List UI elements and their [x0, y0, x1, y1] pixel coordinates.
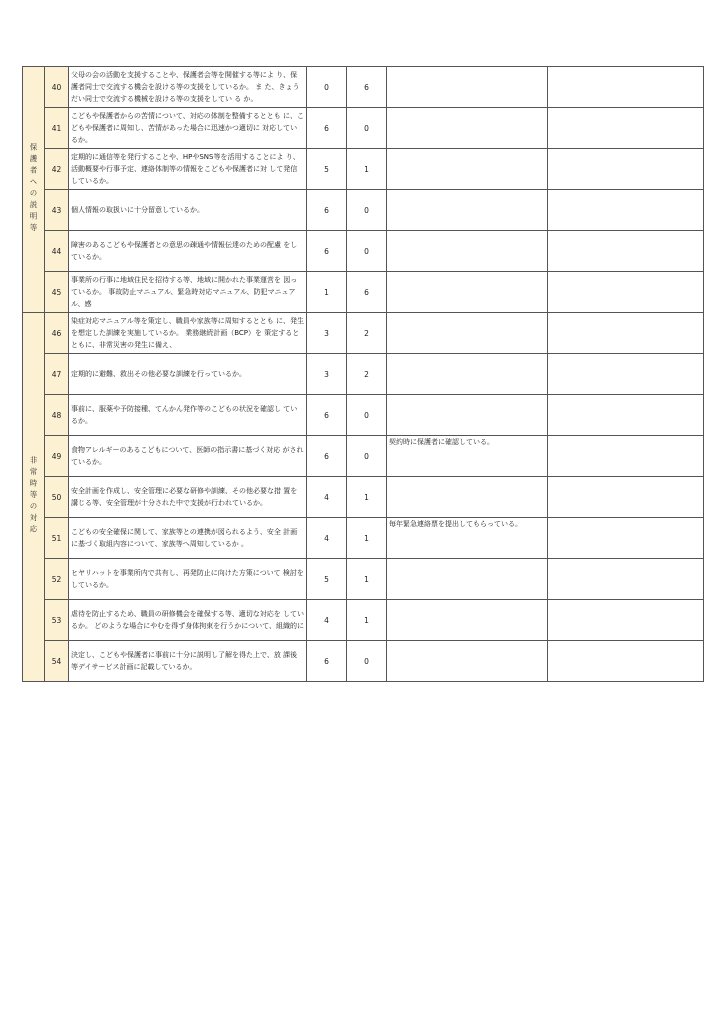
yes-count: 6 — [307, 231, 347, 272]
yes-count: 4 — [307, 600, 347, 641]
yes-count: 6 — [307, 436, 347, 477]
item-number: 51 — [45, 518, 69, 559]
item-number: 41 — [45, 108, 69, 149]
table-row — [23, 477, 704, 518]
item-question: 障害のあるこどもや保護者との意思の疎通や情報伝達のための配慮 をしているか。 — [69, 231, 307, 272]
table-row — [23, 641, 704, 682]
comment-cell — [387, 67, 548, 108]
item-question: こどもや保護者からの苦情について、対応の体制を整備するととも に、こどもや保護者に周知し、苦情があった場合に迅速かつ適切に 対応しているか。 — [69, 108, 307, 149]
item-number: 46 — [45, 313, 69, 354]
blank-cell — [548, 231, 704, 272]
item-number: 52 — [45, 559, 69, 600]
table-row — [23, 108, 704, 149]
no-count: 1 — [347, 149, 387, 190]
item-question: 父母の会の活動を支援することや、保護者会等を開催する等によ り、保護者同士で交流する機会を設ける等の支援をしているか。 ま た、きょうだい同士で交流する機械を設ける等の支援をしてい る か。 — [69, 67, 307, 108]
item-number: 42 — [45, 149, 69, 190]
yes-count: 6 — [307, 108, 347, 149]
table-row — [23, 518, 704, 559]
no-count: 1 — [347, 559, 387, 600]
item-number: 49 — [45, 436, 69, 477]
category-label: 非常時等の対応 — [29, 455, 38, 537]
item-question: 定期的に通信等を発行することや、HPやSNS等を活用することによ り、活動概要や行事予定、連絡体制等の情報をこどもや保護者に対 して発信しているか。 — [69, 149, 307, 190]
item-question: 個人情報の取扱いに十分留意しているか。 — [69, 190, 307, 231]
table-row — [23, 354, 704, 395]
blank-cell — [548, 190, 704, 231]
table-row — [23, 190, 704, 231]
no-count: 0 — [347, 641, 387, 682]
comment-cell — [387, 559, 548, 600]
item-number: 50 — [45, 477, 69, 518]
comment-cell — [387, 231, 548, 272]
blank-cell — [548, 149, 704, 190]
item-number: 47 — [45, 354, 69, 395]
yes-count: 5 — [307, 149, 347, 190]
comment-cell — [387, 477, 548, 518]
yes-count: 5 — [307, 559, 347, 600]
item-number: 44 — [45, 231, 69, 272]
yes-count: 4 — [307, 518, 347, 559]
comment-cell — [387, 108, 548, 149]
blank-cell — [548, 272, 704, 313]
no-count: 0 — [347, 231, 387, 272]
no-count: 2 — [347, 313, 387, 354]
blank-cell — [548, 67, 704, 108]
table-row — [23, 67, 704, 108]
item-number: 48 — [45, 395, 69, 436]
evaluation-table — [22, 66, 704, 682]
blank-cell — [548, 395, 704, 436]
blank-cell — [548, 477, 704, 518]
item-number: 54 — [45, 641, 69, 682]
no-count: 0 — [347, 436, 387, 477]
comment-cell: 毎年緊急連絡票を提出してもらっている。 — [387, 518, 548, 559]
comment-cell — [387, 313, 548, 354]
table-row — [23, 436, 704, 477]
yes-count: 6 — [307, 190, 347, 231]
comment-cell — [387, 395, 548, 436]
table-row — [23, 395, 704, 436]
blank-cell — [548, 108, 704, 149]
no-count: 0 — [347, 395, 387, 436]
comment-cell — [387, 600, 548, 641]
item-number: 40 — [45, 67, 69, 108]
item-number: 53 — [45, 600, 69, 641]
no-count: 1 — [347, 477, 387, 518]
blank-cell — [548, 436, 704, 477]
blank-cell — [548, 600, 704, 641]
yes-count: 3 — [307, 354, 347, 395]
no-count: 6 — [347, 67, 387, 108]
no-count: 6 — [347, 272, 387, 313]
table-row — [23, 600, 704, 641]
table-row — [23, 272, 704, 313]
item-number: 43 — [45, 190, 69, 231]
item-question: 定期的に避難、救出その他必要な訓練を行っているか。 — [69, 354, 307, 395]
yes-count: 1 — [307, 272, 347, 313]
table-row — [23, 231, 704, 272]
blank-cell — [548, 354, 704, 395]
item-question: 染症対応マニュアル等を策定し、職員や家族等に周知するととも に、発生を想定した訓練を実施しているか。 業務継続計画（BCP）を 策定するとともに、非常災害の発生に備え、 — [69, 313, 307, 354]
blank-cell — [548, 559, 704, 600]
yes-count: 6 — [307, 395, 347, 436]
category-cell — [23, 313, 45, 682]
item-number: 45 — [45, 272, 69, 313]
item-question: 虐待を防止するため、職員の研修機会を確保する等、適切な対応を しているか。 どのような場合にやむを得ず身体拘束を行うかについて、組織的に — [69, 600, 307, 641]
category-label: 保護者への説明等 — [29, 142, 38, 235]
category-cell — [23, 67, 45, 313]
blank-cell — [548, 518, 704, 559]
comment-cell — [387, 149, 548, 190]
yes-count: 4 — [307, 477, 347, 518]
no-count: 2 — [347, 354, 387, 395]
item-question: ヒヤリハットを事業所内で共有し、再発防止に向けた方策について 検討をしているか。 — [69, 559, 307, 600]
blank-cell — [548, 641, 704, 682]
comment-cell — [387, 272, 548, 313]
comment-cell: 契約時に保護者に確認している。 — [387, 436, 548, 477]
comment-cell — [387, 641, 548, 682]
no-count: 1 — [347, 518, 387, 559]
item-question: 安全計画を作成し、安全管理に必要な研修や訓練、その他必要な措 置を講じる等、安全管理が十分された中で支援が行われているか。 — [69, 477, 307, 518]
table-row — [23, 313, 704, 354]
table-row — [23, 559, 704, 600]
no-count: 1 — [347, 600, 387, 641]
item-question: 決定し、こどもや保護者に事前に十分に説明し了解を得た上で、放 課後等デイサービス計画に記載しているか。 — [69, 641, 307, 682]
table-row — [23, 149, 704, 190]
comment-cell — [387, 190, 548, 231]
yes-count: 6 — [307, 641, 347, 682]
yes-count: 3 — [307, 313, 347, 354]
item-question: 事前に、服薬や予防接種、てんかん発作等のこどもの状況を確認し ているか。 — [69, 395, 307, 436]
no-count: 0 — [347, 108, 387, 149]
blank-cell — [548, 313, 704, 354]
no-count: 0 — [347, 190, 387, 231]
item-question: こどもの安全確保に関して、家族等との連携が図られるよう、安全 計画に基づく取組内容について、家族等へ周知しているか 。 — [69, 518, 307, 559]
yes-count: 0 — [307, 67, 347, 108]
item-question: 事業所の行事に地域住民を招待する等、地域に開かれた事業運営を 図っているか。 事故防止マニュアル、緊急時対応マニュアル、防犯マニュアル、感 — [69, 272, 307, 313]
item-question: 食物アレルギーのあるこどもについて、医師の指示書に基づく対応 がされているか。 — [69, 436, 307, 477]
comment-cell — [387, 354, 548, 395]
